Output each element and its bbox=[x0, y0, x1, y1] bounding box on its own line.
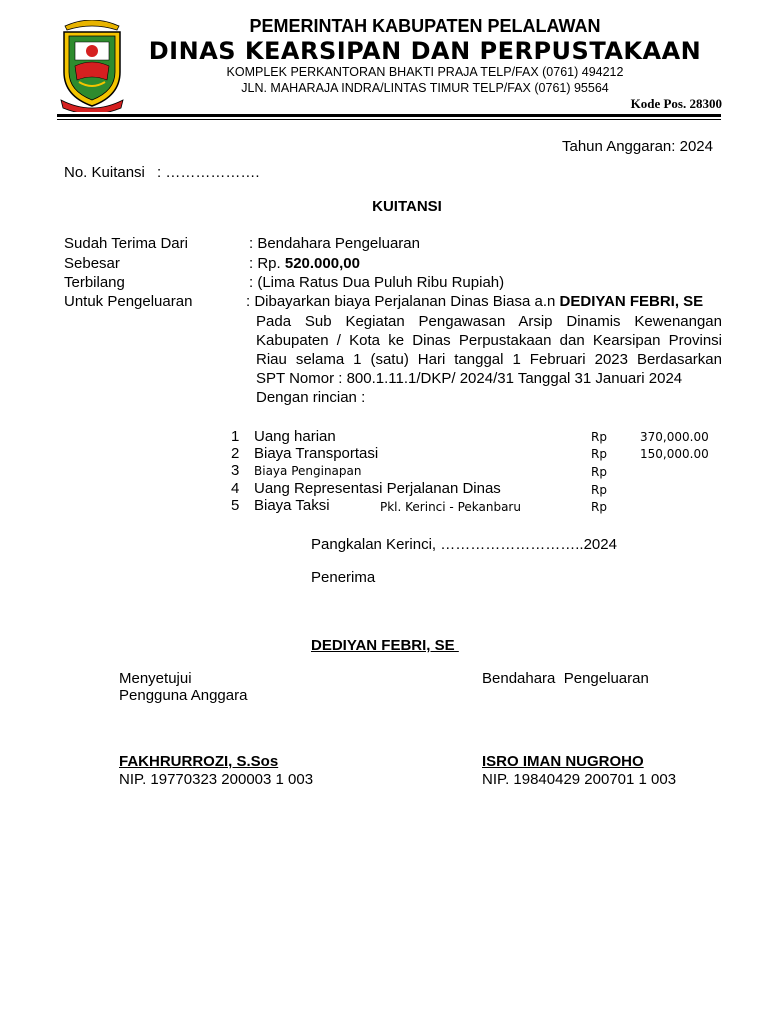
purpose-label: Untuk Pengeluaran bbox=[64, 293, 193, 310]
in-words-label: Terbilang bbox=[64, 274, 125, 291]
treasurer-nip: NIP. 19840429 200701 1 003 bbox=[482, 771, 677, 788]
detail-item: Uang harian bbox=[254, 428, 336, 445]
approver-nip: NIP. 19770323 200003 1 003 bbox=[119, 771, 314, 788]
detail-currency: Rp bbox=[591, 465, 607, 479]
detail-no: 1 bbox=[231, 428, 240, 445]
purpose-line: Riau selama 1 (satu) Hari tanggal 1 Februari 2023 Berdasarkan bbox=[256, 351, 722, 368]
received-from-value: : Bendahara Pengeluaran bbox=[249, 235, 420, 252]
header-divider-thick bbox=[57, 114, 721, 117]
detail-currency: Rp bbox=[591, 447, 607, 461]
purpose-line: Kabupaten / Kota ke Dinas Perpustakaan dan Kearsipan Provinsi bbox=[256, 332, 722, 349]
received-from-label: Sudah Terima Dari bbox=[64, 235, 188, 252]
treasurer-name: ISRO IMAN NUGROHO bbox=[482, 753, 644, 770]
purpose-line: SPT Nomor : 800.1.11.1/DKP/ 2024/31 Tanggal 31 Januari 2024 bbox=[256, 370, 683, 387]
document-title: KUITANSI bbox=[372, 198, 442, 215]
treasurer-label: Bendahara Pengeluaran bbox=[482, 670, 649, 687]
approver-label: Menyetujui bbox=[119, 670, 192, 687]
approver-name: FAKHRURROZI, S.Sos bbox=[119, 753, 279, 770]
detail-no: 2 bbox=[231, 445, 240, 462]
place-date: Pangkalan Kerinci, ………………………..2024 bbox=[311, 536, 617, 553]
department-name: DINAS KEARSIPAN DAN PERPUSTAKAAN bbox=[148, 37, 702, 65]
address-line-1: KOMPLEK PERKANTORAN BHAKTI PRAJA TELP/FAX (0761) 494212 bbox=[226, 65, 624, 79]
detail-amount: 150,000.00 bbox=[640, 447, 709, 461]
header-divider-thin bbox=[57, 119, 721, 120]
amount-value: : Rp. 520.000,00 bbox=[249, 255, 360, 272]
detail-note: Pkl. Kerinci - Pekanbaru bbox=[380, 500, 521, 514]
in-words-value: : (Lima Ratus Dua Puluh Ribu Rupiah) bbox=[249, 274, 505, 291]
detail-amount: 370,000.00 bbox=[640, 430, 709, 444]
receipt-number-label: No. Kuitansi bbox=[64, 164, 145, 181]
receiver-name: DEDIYAN FEBRI, SE bbox=[311, 637, 459, 654]
detail-item: Biaya Transportasi bbox=[254, 445, 379, 462]
receiver-label: Penerima bbox=[311, 569, 376, 586]
purpose-line: Pada Sub Kegiatan Pengawasan Arsip Dinamis Kewenangan bbox=[256, 313, 722, 330]
detail-no: 5 bbox=[231, 497, 240, 514]
detail-item: Biaya Penginapan bbox=[254, 464, 362, 478]
detail-no: 4 bbox=[231, 480, 240, 497]
detail-no: 3 bbox=[231, 462, 240, 479]
address-line-2: JLN. MAHARAJA INDRA/LINTAS TIMUR TELP/FAX (0761) 95564 bbox=[241, 81, 609, 95]
detail-currency: Rp bbox=[591, 500, 607, 514]
detail-currency: Rp bbox=[591, 483, 607, 497]
detail-currency: Rp bbox=[591, 430, 607, 444]
purpose-description bbox=[256, 312, 722, 407]
budget-year: Tahun Anggaran: 2024 bbox=[562, 138, 713, 155]
purpose-first-line: : Dibayarkan biaya Perjalanan Dinas Biasa a.n DEDIYAN FEBRI, SE bbox=[246, 293, 704, 310]
government-name: PEMERINTAH KABUPATEN PELALAWAN bbox=[249, 16, 601, 36]
receipt-number-value: : ………………. bbox=[157, 164, 260, 181]
purpose-line: Dengan rincian : bbox=[256, 389, 366, 406]
detail-item: Biaya Taksi bbox=[254, 497, 330, 514]
postal-code: Kode Pos. 28300 bbox=[630, 96, 722, 111]
detail-item: Uang Representasi Perjalanan Dinas bbox=[254, 480, 501, 497]
amount-label: Sebesar bbox=[64, 255, 120, 272]
approver-role: Pengguna Anggara bbox=[119, 687, 248, 704]
